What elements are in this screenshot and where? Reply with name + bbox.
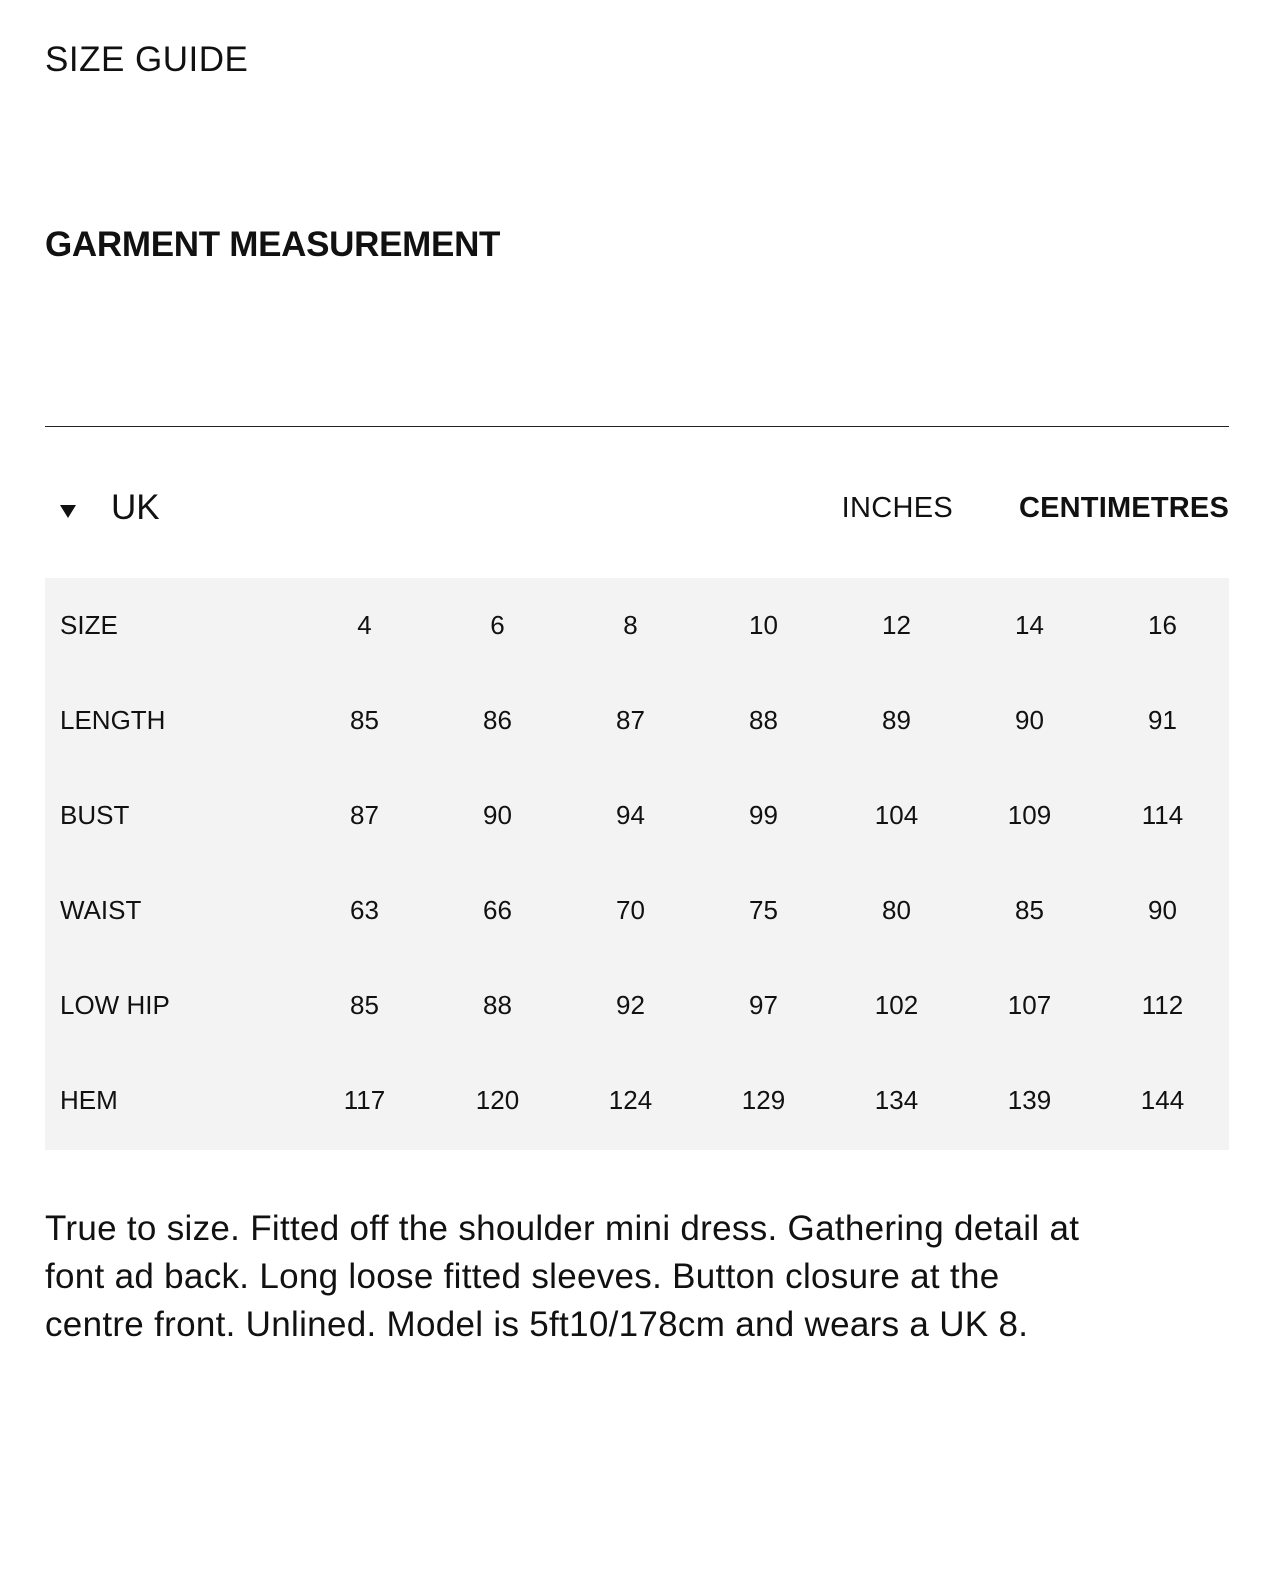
divider [45, 426, 1229, 427]
table-cell: 85 [1015, 895, 1044, 925]
table-cell: 87 [616, 705, 645, 735]
table-cell: 91 [1148, 705, 1177, 735]
table-row-length [45, 673, 1229, 768]
table-cell: 107 [1007, 990, 1052, 1020]
table-cell: 75 [749, 895, 778, 925]
table-cell: 88 [749, 705, 778, 735]
table-cell: 8 [623, 610, 638, 640]
region-dropdown[interactable] [45, 480, 160, 536]
caret-down-icon [60, 505, 76, 518]
table-cell: 109 [1007, 800, 1052, 830]
table-cell: 134 [874, 1085, 919, 1115]
table-cell: 117 [343, 1085, 386, 1115]
unit-toggle-inches[interactable]: INCHES [841, 492, 953, 524]
row-label: WAIST [60, 895, 142, 925]
table-cell: 89 [882, 705, 911, 735]
product-fit-description: True to size. Fitted off the shoulder mini dress. Gathering detail at font ad back. Long loose fitted sleeves. Button closure at the centre front. Unlined. Model is 5ft10/178cm and wears a UK 8. [45, 1209, 1080, 1344]
table-cell: 92 [616, 990, 645, 1020]
section-title: GARMENT MEASUREMENT [45, 225, 501, 264]
table-cell: 63 [350, 895, 379, 925]
table-cell: 85 [350, 705, 379, 735]
size-table-container [45, 578, 1229, 1150]
page-title: SIZE GUIDE [45, 40, 249, 79]
table-cell: 66 [483, 895, 512, 925]
table-row-size [45, 578, 1229, 673]
row-label: LENGTH [60, 705, 166, 735]
size-table [45, 578, 1229, 1148]
table-cell: 16 [1148, 610, 1177, 640]
table-cell: 94 [616, 800, 645, 830]
table-row-bust [45, 768, 1229, 863]
table-cell: 87 [350, 800, 379, 830]
table-cell: 6 [490, 610, 505, 640]
table-cell: 114 [1141, 800, 1184, 830]
table-cell: 99 [749, 800, 778, 830]
table-cell: 10 [749, 610, 778, 640]
row-label: SIZE [60, 610, 118, 640]
table-cell: 90 [1015, 705, 1044, 735]
table-cell: 144 [1140, 1085, 1185, 1115]
unit-toggle-centimetres[interactable]: CENTIMETRES [1018, 492, 1229, 524]
table-cell: 139 [1007, 1085, 1052, 1115]
table-cell: 4 [357, 610, 372, 640]
table-cell: 86 [483, 705, 512, 735]
table-row-hem [45, 1053, 1229, 1148]
table-cell: 85 [350, 990, 379, 1020]
row-label: LOW HIP [60, 990, 170, 1020]
table-cell: 102 [874, 990, 919, 1020]
table-cell: 112 [1141, 990, 1184, 1020]
table-cell: 97 [749, 990, 778, 1020]
table-cell: 129 [741, 1085, 786, 1115]
region-unit-bar [45, 480, 1229, 536]
table-row-low-hip [45, 958, 1229, 1053]
table-cell: 88 [483, 990, 512, 1020]
region-label: UK [111, 488, 160, 527]
table-cell: 104 [874, 800, 919, 830]
table-cell: 90 [1148, 895, 1177, 925]
table-cell: 12 [882, 610, 911, 640]
table-cell: 70 [616, 895, 645, 925]
row-label: BUST [60, 800, 130, 830]
table-cell: 124 [608, 1085, 653, 1115]
table-cell: 120 [475, 1085, 520, 1115]
row-label: HEM [60, 1085, 118, 1115]
table-row-waist [45, 863, 1229, 958]
table-cell: 14 [1015, 610, 1044, 640]
table-cell: 80 [882, 895, 911, 925]
table-cell: 90 [483, 800, 512, 830]
